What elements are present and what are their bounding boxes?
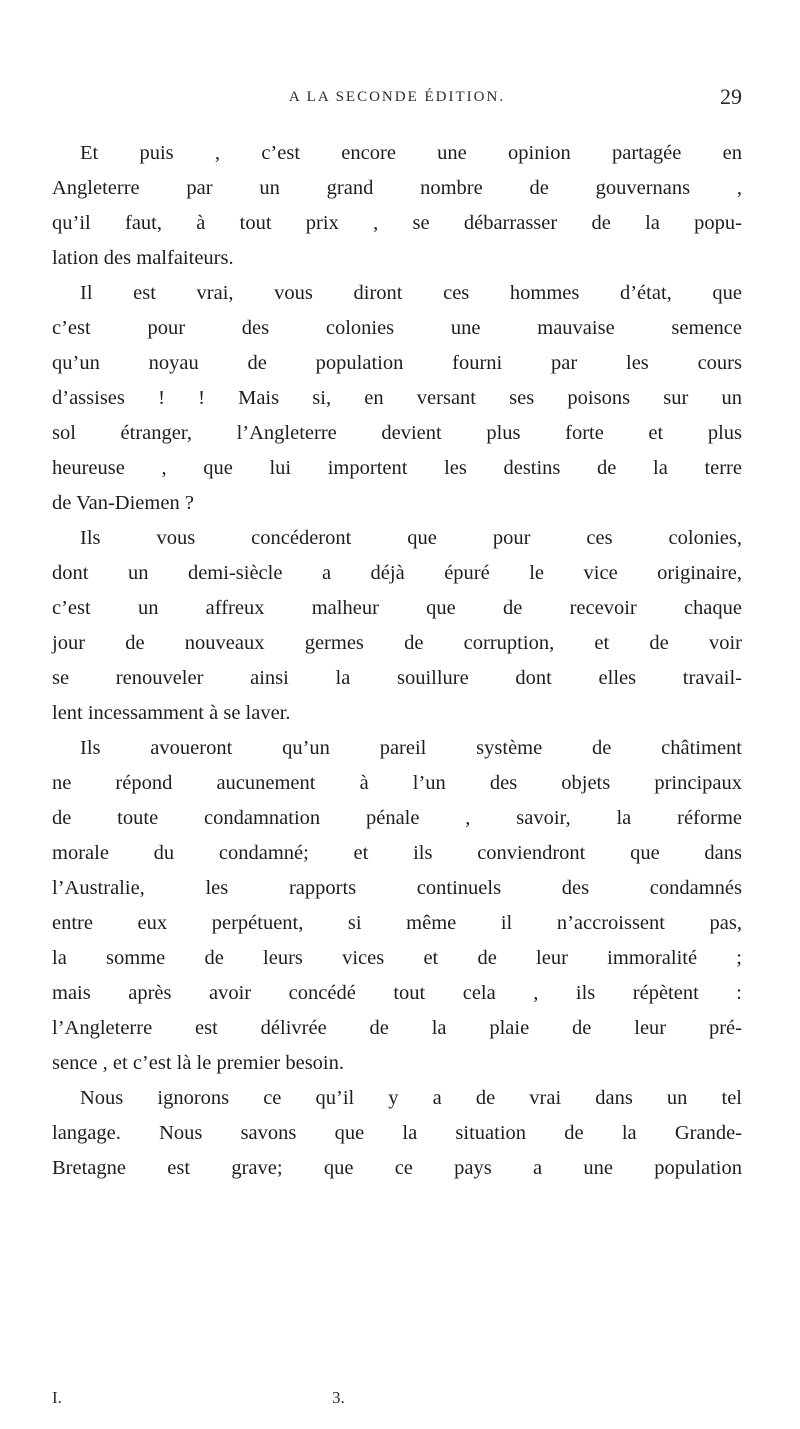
text-line: mais après avoir concédé tout cela , ils répètent : [52,982,742,1004]
signature-mark: 3. [332,1388,345,1407]
text-line: de Van-Diemen ? [52,492,194,514]
running-title: A LA SECONDE ÉDITION. [288,89,506,105]
text-line: sence , et c’est là le premier besoin. [52,1052,344,1074]
text-line: jour de nouveaux germes de corruption, et de voir [52,632,742,654]
text-line: Angleterre par un grand nombre de gouvernans , [52,177,742,199]
text-line: la somme de leurs vices et de leur immoralité ; [52,947,742,969]
text-line: l’Angleterre est délivrée de la plaie de leur pré- [52,1017,742,1039]
paragraph [52,1081,742,1186]
text-line: Ils vous concéderont que pour ces colonies, [80,527,742,549]
text-line: Ils avoueront qu’un pareil système de châtiment [80,737,742,759]
volume-mark: I. [52,1388,62,1407]
paragraph [52,276,742,521]
paragraph [52,521,742,731]
text-line: lation des malfaiteurs. [52,247,234,269]
page-number: 29 [720,84,742,109]
text-line: qu’il faut, à tout prix , se débarrasser de la popu- [52,212,742,234]
paragraph [52,731,742,1081]
text-line: Bretagne est grave; que ce pays a une population [52,1157,742,1179]
text-line: ne répond aucunement à l’un des objets principaux [52,772,742,794]
paragraph [52,136,742,276]
running-head [52,84,742,115]
text-line: Il est vrai, vous diront ces hommes d’état, que [80,282,742,304]
text-line: c’est pour des colonies une mauvaise semence [52,317,742,339]
body-text [52,136,742,1186]
text-line: de toute condamnation pénale , savoir, la réforme [52,807,742,829]
text-line: Nous ignorons ce qu’il y a de vrai dans un tel [80,1087,742,1109]
text-line: dont un demi-siècle a déjà épuré le vice originaire, [52,562,742,584]
signature-line [52,1388,742,1412]
text-line: l’Australie, les rapports continuels des condamnés [52,877,742,899]
text-line: sol étranger, l’Angleterre devient plus forte et plus [52,422,742,444]
text-line: qu’un noyau de population fourni par les cours [52,352,742,374]
text-line: d’assises ! ! Mais si, en versant ses poisons sur un [52,387,742,409]
text-line: entre eux perpétuent, si même il n’accroissent pas, [52,912,742,934]
text-line: lent incessamment à se laver. [52,702,291,724]
text-line: langage. Nous savons que la situation de la Grande- [52,1122,742,1144]
text-line: Et puis , c’est encore une opinion partagée en [80,142,742,164]
text-line: se renouveler ainsi la souillure dont elles travail- [52,667,742,689]
text-line: heureuse , que lui importent les destins de la terre [52,457,742,479]
text-line: c’est un affreux malheur que de recevoir chaque [52,597,742,619]
text-line: morale du condamné; et ils conviendront que dans [52,842,742,864]
